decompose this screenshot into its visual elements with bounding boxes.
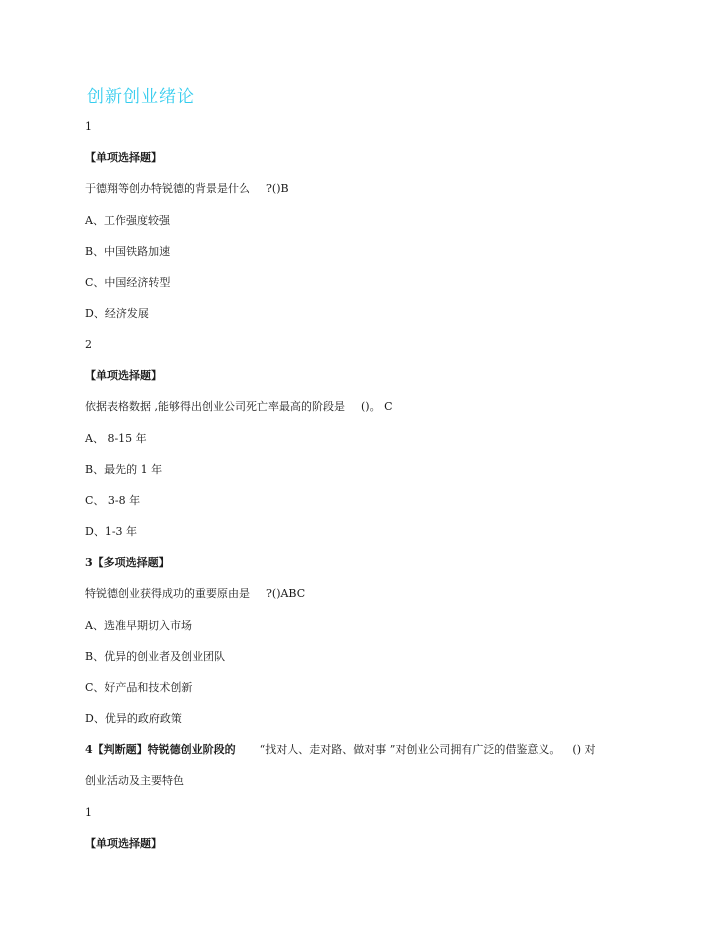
question-number: 2 <box>85 338 92 351</box>
question-type: 【单项选择题】 <box>85 837 162 850</box>
question-number: 1 <box>85 120 92 133</box>
question-text: 依据表格数据 ,能够得出创业公司死亡率最高的阶段是 ()。 C <box>85 400 393 413</box>
option-a: A、选准早期切入市场 <box>85 619 192 632</box>
question-number: 1 <box>85 806 92 819</box>
option-a: A、工作强度较强 <box>85 214 170 227</box>
option-b: B、优异的创业者及创业团队 <box>85 650 226 663</box>
option-b: B、中国铁路加速 <box>85 245 171 258</box>
section-heading: 创业活动及主要特色 <box>85 774 184 787</box>
option-d: D、优异的政府政策 <box>85 712 182 725</box>
question-text: 特锐德创业获得成功的重要原由是 ?()ABC <box>85 587 306 600</box>
question-type: 3【多项选择题】 <box>85 556 170 569</box>
option-a: A、 8-15 年 <box>85 432 147 445</box>
question-type: 【单项选择题】 <box>85 151 162 164</box>
option-c: C、 3-8 年 <box>85 494 141 507</box>
option-b: B、最先的 1 年 <box>85 463 163 476</box>
option-d: D、1-3 年 <box>85 525 138 538</box>
option-c: C、好产品和技术创新 <box>85 681 193 694</box>
question-text: 于德翔等创办特锐德的背景是什么 ?()B <box>85 182 289 195</box>
question-type: 【单项选择题】 <box>85 369 162 382</box>
option-d: D、经济发展 <box>85 307 149 320</box>
page-title: 创新创业绪论 <box>87 87 195 107</box>
question-text: 4【判断题】特锐德创业阶段的 “找对人、走对路、做对事 ”对创业公司拥有广泛的借鉴意义。 () 对 <box>85 743 596 756</box>
option-c: C、中国经济转型 <box>85 276 171 289</box>
